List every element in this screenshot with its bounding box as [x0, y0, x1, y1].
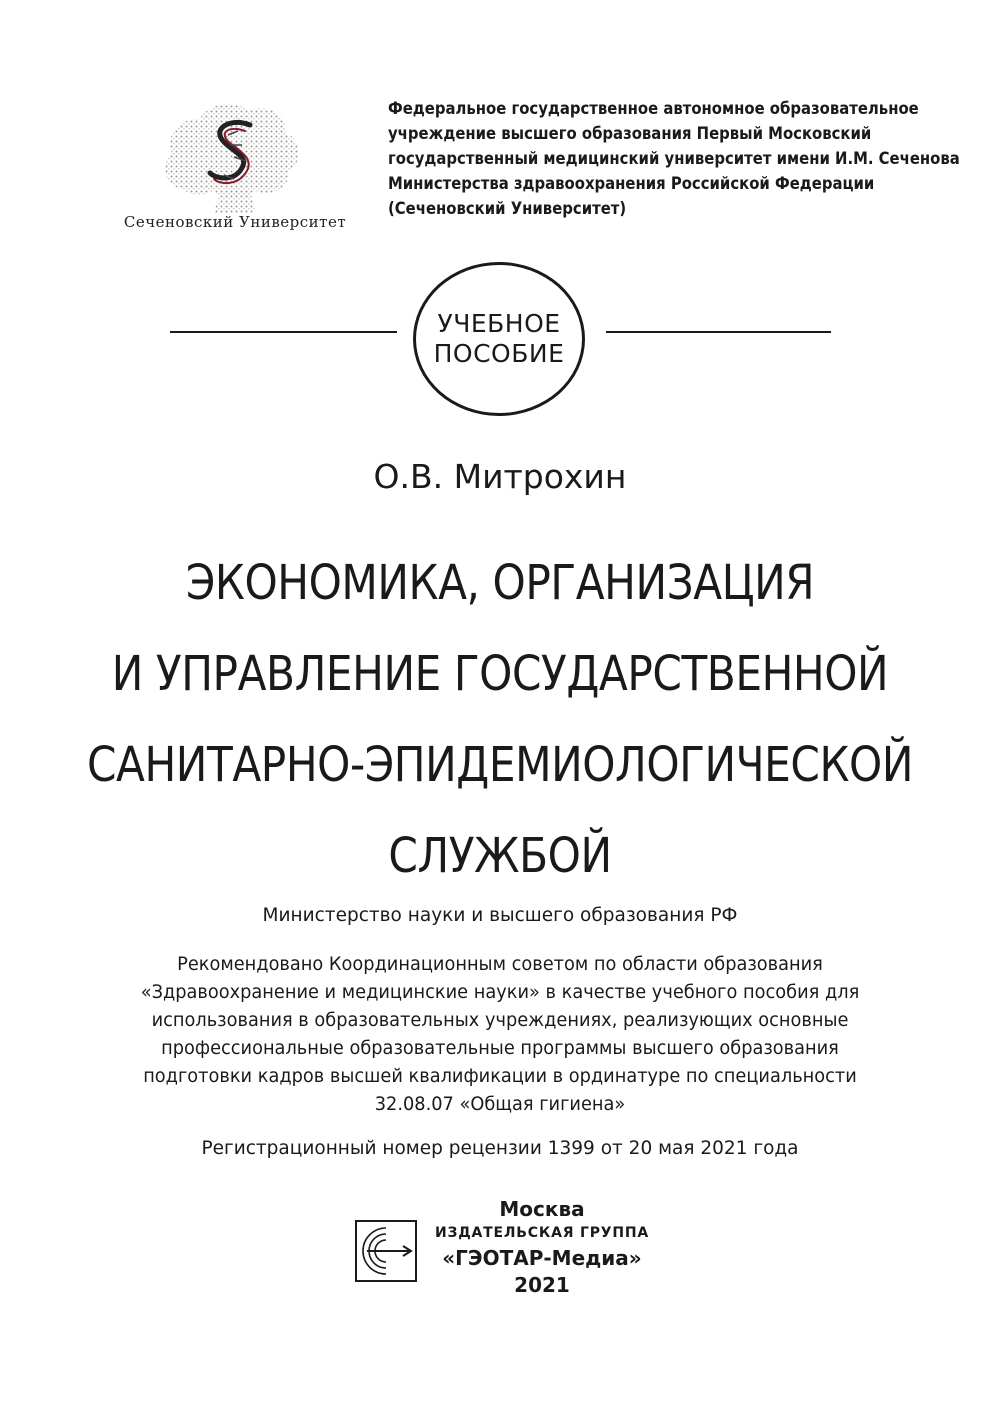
title-line: И УПРАВЛЕНИЕ ГОСУДАРСТВЕННОЙ — [111, 646, 889, 702]
textbook-badge — [413, 262, 585, 416]
publisher-name: «ГЭОТАР-Медиа» — [442, 1246, 642, 1270]
publisher-city: Москва — [499, 1197, 585, 1221]
institution-line: учреждение высшего образования Первый Московский — [388, 124, 872, 143]
recommendation-text — [0, 951, 1000, 1119]
dna-tree-icon — [110, 95, 360, 215]
recommendation-line: Рекомендовано Координационным советом по области образования — [177, 954, 823, 975]
recommendation-line: «Здравоохранение и медицинские науки» в качестве учебного пособия для — [140, 982, 860, 1003]
institution-line: государственный медицинский университет имени И.М. Сеченова — [388, 149, 960, 168]
divider-left — [170, 331, 397, 333]
registration-number: Регистрационный номер рецензии 1399 от 20 мая 2021 года — [201, 1138, 799, 1159]
recommendation-line: подготовки кадров высшей квалификации в ординатуре по специальности — [143, 1066, 857, 1087]
recommendation-line: использования в образовательных учреждениях, реализующих основные — [151, 1010, 849, 1031]
institution-line: Министерства здравоохранения Российской Федерации — [388, 174, 875, 193]
title-line: САНИТАРНО-ЭПИДЕМИОЛОГИЧЕСКОЙ — [86, 737, 914, 793]
institution-line: (Сеченовский Университет) — [388, 199, 627, 218]
university-logo-caption: Сеченовский Университет — [123, 213, 347, 231]
recommendation-line: 32.08.07 «Общая гигиена» — [374, 1094, 626, 1115]
publisher-block — [422, 1196, 662, 1298]
badge-line: УЧЕБНОЕ — [437, 309, 561, 338]
book-title — [60, 538, 940, 902]
title-line: СЛУЖБОЙ — [388, 828, 612, 884]
institution-name — [388, 96, 960, 221]
publisher-logo — [355, 1220, 417, 1282]
institution-line: Федеральное государственное автономное образовательное — [388, 99, 919, 118]
divider-right — [606, 331, 831, 333]
recommendation-line: профессиональные образовательные программы высшего образования — [161, 1038, 839, 1059]
author-name: О.В. Митрохин — [373, 457, 627, 496]
ministry-line: Министерство науки и высшего образования РФ — [262, 905, 738, 926]
badge-line: ПОСОБИЕ — [433, 339, 565, 368]
publisher-group: ИЗДАТЕЛЬСКАЯ ГРУППА — [434, 1225, 650, 1241]
publication-year: 2021 — [514, 1273, 570, 1297]
geotar-logo-icon — [357, 1222, 415, 1280]
title-line: ЭКОНОМИКА, ОРГАНИЗАЦИЯ — [185, 555, 815, 611]
